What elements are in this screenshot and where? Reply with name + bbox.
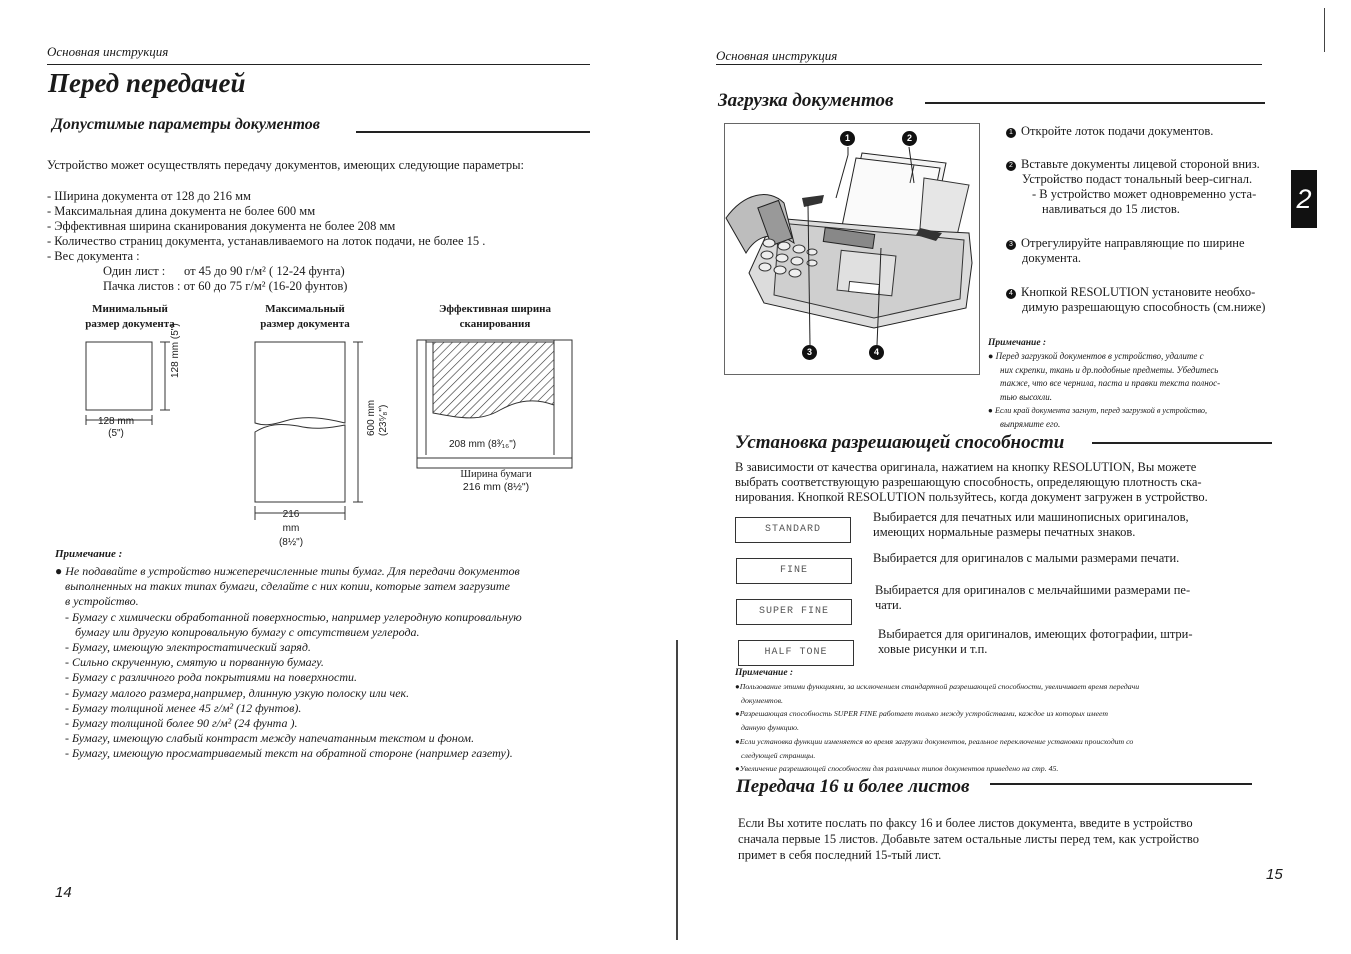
- note-line: - Бумагу, имеющую электростатический заряд.: [65, 640, 311, 655]
- load-note-body: ● Перед загрузкой документов в устройство, удалите с них скрепки, ткань и др.подобные предметы. Убедитесь также, что все чернила, паста и правки текста полнос- тью высохли. ● Если край документа загнут, перед загрузкой в устройство, выпрямите его.: [988, 351, 1221, 429]
- fine-mode-button: FINE: [736, 558, 852, 584]
- standard-mode-button: STANDARD: [735, 517, 851, 543]
- chapter-tab: 2: [1291, 170, 1317, 228]
- param-item: - Ширина документа от 128 до 216 мм: [47, 189, 251, 203]
- super-fine-mode-desc: Выбирается для оригиналов с мельчайшими размерами пе- чати.: [875, 583, 1191, 612]
- binding-line: [676, 640, 678, 940]
- right-running-header: Основная инструкция: [716, 48, 838, 63]
- fine-mode-desc: Выбирается для оригиналов с малыми размерами печати.: [873, 551, 1180, 565]
- page-title: Перед передачей: [48, 68, 246, 98]
- note-title: Примечание :: [55, 548, 123, 560]
- note-line: - Бумагу, имеющую просматриваемый текст на обратной стороне (например газету).: [65, 746, 513, 761]
- scan-width-label: 208 mm (8³⁄₁₆"): [449, 439, 517, 450]
- weight-single: Один лист : от 45 до 90 г/м² ( 12-24 фунта): [103, 264, 345, 278]
- min-height-label: 128 mm (5"): [170, 323, 181, 378]
- note-line: - Бумагу толщиной более 90 г/м² (24 фунта ).: [65, 716, 298, 731]
- resolution-note-body: ●Пользование этими функциями, за исключением стандартной разрешающей способности, увеличивает время передачи документов. ●Разрешающая способность SUPER FINE работает только между устройствами, каждое из которых имеет данную функцию. ●Если установка функции изменяется во время загрузки документов, реальное переключение установки происходит со следующей страницы. ●Увеличение разрешающей способности для различных типов документов приведено на стр. 45.: [735, 682, 1140, 774]
- note-body: [55, 564, 595, 762]
- param-item: - Максимальная длина документа не более 600 мм: [47, 204, 316, 218]
- section-rule: [1092, 442, 1272, 444]
- load-section-title: Загрузка документов: [718, 90, 894, 111]
- section-rule: [356, 131, 590, 133]
- max-height-label: 600 mm (23⁵⁄₈"): [366, 399, 389, 436]
- section-rule: [990, 783, 1252, 785]
- scan-width-title: Эффективная ширина сканирования: [438, 303, 552, 330]
- max-width-label: 216 mm (8½"): [278, 509, 304, 548]
- params-list: [47, 189, 485, 294]
- right-page-number: 15: [1266, 866, 1283, 883]
- fax-machine-illustration: [724, 123, 980, 375]
- resolution-intro: В зависимости от качества оригинала, нажатием на кнопку RESOLUTION, Вы можете выбрать соответствующую разрешающую способность, определяющую плотность ска- нирования. Кнопкой RESOLUTION пользуйтесь, когда документ загружен в устройство.: [735, 460, 1208, 504]
- step-2: 2 Вставьте документы лицевой стороной вниз. Устройство подаст тональный beep-сигнал. - В устройство может одновременно уста- навливаться до 15 листов.: [1006, 157, 1296, 217]
- standard-mode-desc: Выбирается для печатных или машинописных оригиналов, имеющих нормальные размеры печатных знаков.: [873, 510, 1189, 539]
- header-rule: [716, 64, 1262, 65]
- callout-4: 4: [869, 345, 884, 360]
- min-width-label: 128 mm (5"): [97, 416, 135, 439]
- multi-sheet-text: Если Вы хотите послать по факсу 16 и более листов документа, введите в устройство сначала первые 15 листов. Добавьте затем остальные листы перед тем, как устройство примет в себя последний 15-тый лист.: [738, 816, 1199, 862]
- note-line: - Бумагу малого размера,например, длинную узкую полоску или чек.: [65, 685, 410, 700]
- note-line: в устройство.: [65, 594, 139, 609]
- load-note-title: Примечание :: [988, 338, 1047, 348]
- resolution-note-title: Примечание :: [735, 668, 794, 678]
- section-rule: [925, 102, 1265, 104]
- resolution-section-title: Установка разрешающей способности: [735, 432, 1065, 453]
- min-size-title: Минимальный размер документа: [85, 303, 175, 330]
- half-tone-mode-button: HALF TONE: [738, 640, 854, 666]
- max-size-title: Максимальный размер документа: [260, 303, 350, 330]
- weight-pack: Пачка листов : от 60 до 75 г/м² (16-20 фунтов): [103, 279, 348, 293]
- param-item: - Вес документа :: [47, 249, 140, 263]
- left-page-number: 14: [55, 884, 72, 901]
- note-line: - Бумагу, имеющую слабый контраст между напечатанным текстом и фоном.: [65, 731, 475, 746]
- step-3: 3 Отрегулируйте направляющие по ширине документа.: [1006, 236, 1291, 266]
- max-size-diagram: [255, 342, 363, 520]
- note-line: выполненных на таких типах бумаги, сделайте с них копии, которые затем загрузите: [65, 579, 510, 594]
- header-rule: [47, 64, 590, 65]
- note-line: ● Не подавайте в устройство нижеперечисленные типы бумаг. Для передачи документов: [55, 564, 520, 578]
- min-size-diagram: [86, 342, 170, 425]
- callout-1: 1: [840, 131, 855, 146]
- half-tone-mode-desc: Выбирается для оригиналов, имеющих фотографии, штри- ховые рисунки и т.п.: [878, 627, 1193, 656]
- note-line: - Сильно скрученную, смятую и порванную бумагу.: [65, 655, 324, 670]
- edge-mark: [1324, 8, 1325, 52]
- intro-text: Устройство может осуществлять передачу документов, имеющих следующие параметры:: [47, 158, 524, 172]
- callout-3: 3: [802, 345, 817, 360]
- section-title: Допустимые параметры документов: [52, 116, 320, 133]
- note-line: - Бумагу с различного рода покрытиями на поверхности.: [65, 670, 357, 685]
- param-item: - Количество страниц документа, устанавливаемого на лоток подачи, не более 15 .: [47, 234, 486, 248]
- super-fine-mode-button: SUPER FINE: [736, 599, 852, 625]
- param-item: - Эффективная ширина сканирования документа не более 208 мм: [47, 219, 396, 233]
- note-line: - Бумагу толщиной менее 45 г/м² (12 фунтов).: [65, 700, 302, 715]
- note-line: - Бумагу с химически обработанной поверхностью, например углеродную копировальную: [65, 609, 522, 624]
- step-4: 4 Кнопкой RESOLUTION установите необхо- димую разрешающую способность (см.ниже): [1006, 285, 1296, 315]
- callout-2: 2: [902, 131, 917, 146]
- note-line: бумагу или другую копировальную бумагу с отсутствием углерода.: [75, 624, 420, 639]
- left-running-header: Основная инструкция: [47, 44, 169, 59]
- step-1: 1 Откройте лоток подачи документов.: [1006, 124, 1291, 139]
- paper-width-label: Ширина бумаги 216 mm (8½"): [460, 469, 532, 493]
- multi-sheet-section-title: Передача 16 и более листов: [736, 776, 970, 797]
